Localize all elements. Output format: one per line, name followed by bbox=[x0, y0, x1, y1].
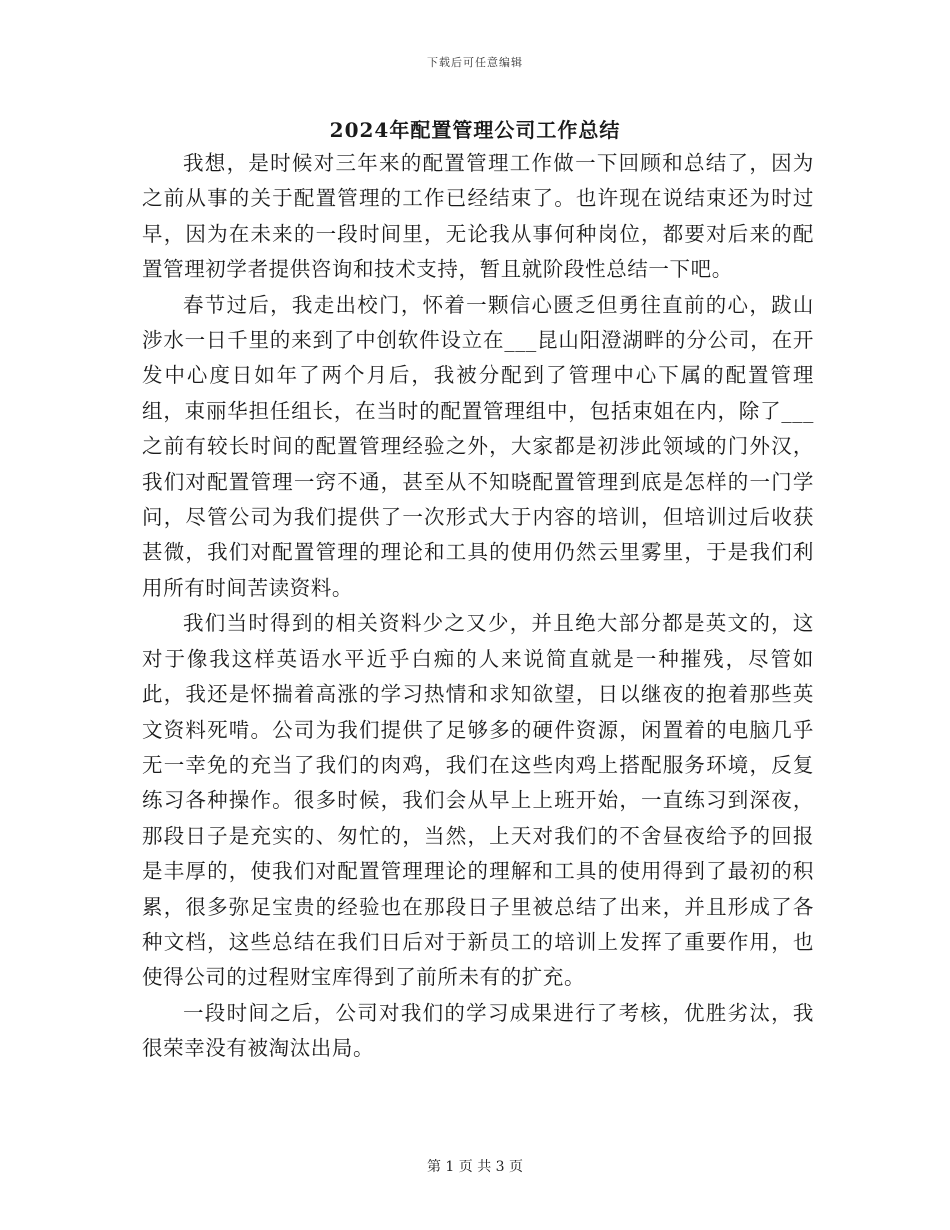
paragraph-3: 我们当时得到的相关资料少之又少，并且绝大部分都是英文的，这对于像我这样英语水平近乎白痴的人来说简直就是一种摧残，尽管如此，我还是怀揣着高涨的学习热情和求知欲望，日以继夜的抱着那些英文资料死啃。公司为我们提供了足够多的硬件资源，闲置着的电脑几乎无一幸免的充当了我们的肉鸡，我们在这些肉鸡上搭配服务环境，反复练习各种操作。很多时候，我们会从早上上班开始，一直练习到深夜，那段日子是充实的、匆忙的，当然，上天对我们的不舍昼夜给予的回报是丰厚的，使我们对配置管理理论的理解和工具的使用得到了最初的积累，很多弥足宝贵的经验也在那段日子里被总结了出来，并且形成了各种文档，这些总结在我们日后对于新员工的培训上发挥了重要作用，也使得公司的过程财宝库得到了前所未有的扩充。 bbox=[142, 611, 814, 990]
document-title: 2024年配置管理公司工作总结 bbox=[329, 118, 621, 142]
page-number-footer: 第 1 页 共 3 页 bbox=[426, 1159, 524, 1175]
paragraph-2: 春节过后，我走出校门，怀着一颗信心匮乏但勇往直前的心，跋山涉水一日千里的来到了中创软件设立在___昆山阳澄湖畔的分公司，在开发中心度日如年了两个月后，我被分配到了管理中心下属的配置管理组，束丽华担任组长，在当时的配置管理组中，包括束姐在内，除了___之前有较长时间的配置管理经验之外，大家都是初涉此领域的门外汉，我们对配置管理一窍不通，甚至从不知晓配置管理到底是怎样的一门学问，尽管公司为我们提供了一次形式大于内容的培训，但培训过后收获甚微，我们对配置管理的理论和工具的使用仍然云里雾里，于是我们利用所有时间苦读资料。 bbox=[142, 292, 814, 600]
paragraph-1: 我想，是时候对三年来的配置管理工作做一下回顾和总结了，因为之前从事的关于配置管理的工作已经结束了。也许现在说结束还为时过早，因为在未来的一段时间里，无论我从事何种岗位，都要对后来的配置管理初学者提供咨询和技术支持，暂且就阶段性总结一下吧。 bbox=[142, 151, 814, 282]
header-note: 下载后可任意编辑 bbox=[427, 56, 523, 69]
paragraph-4: 一段时间之后，公司对我们的学习成果进行了考核，优胜劣汰，我很荣幸没有被淘汰出局。 bbox=[142, 1000, 814, 1061]
document-body bbox=[142, 146, 814, 1067]
